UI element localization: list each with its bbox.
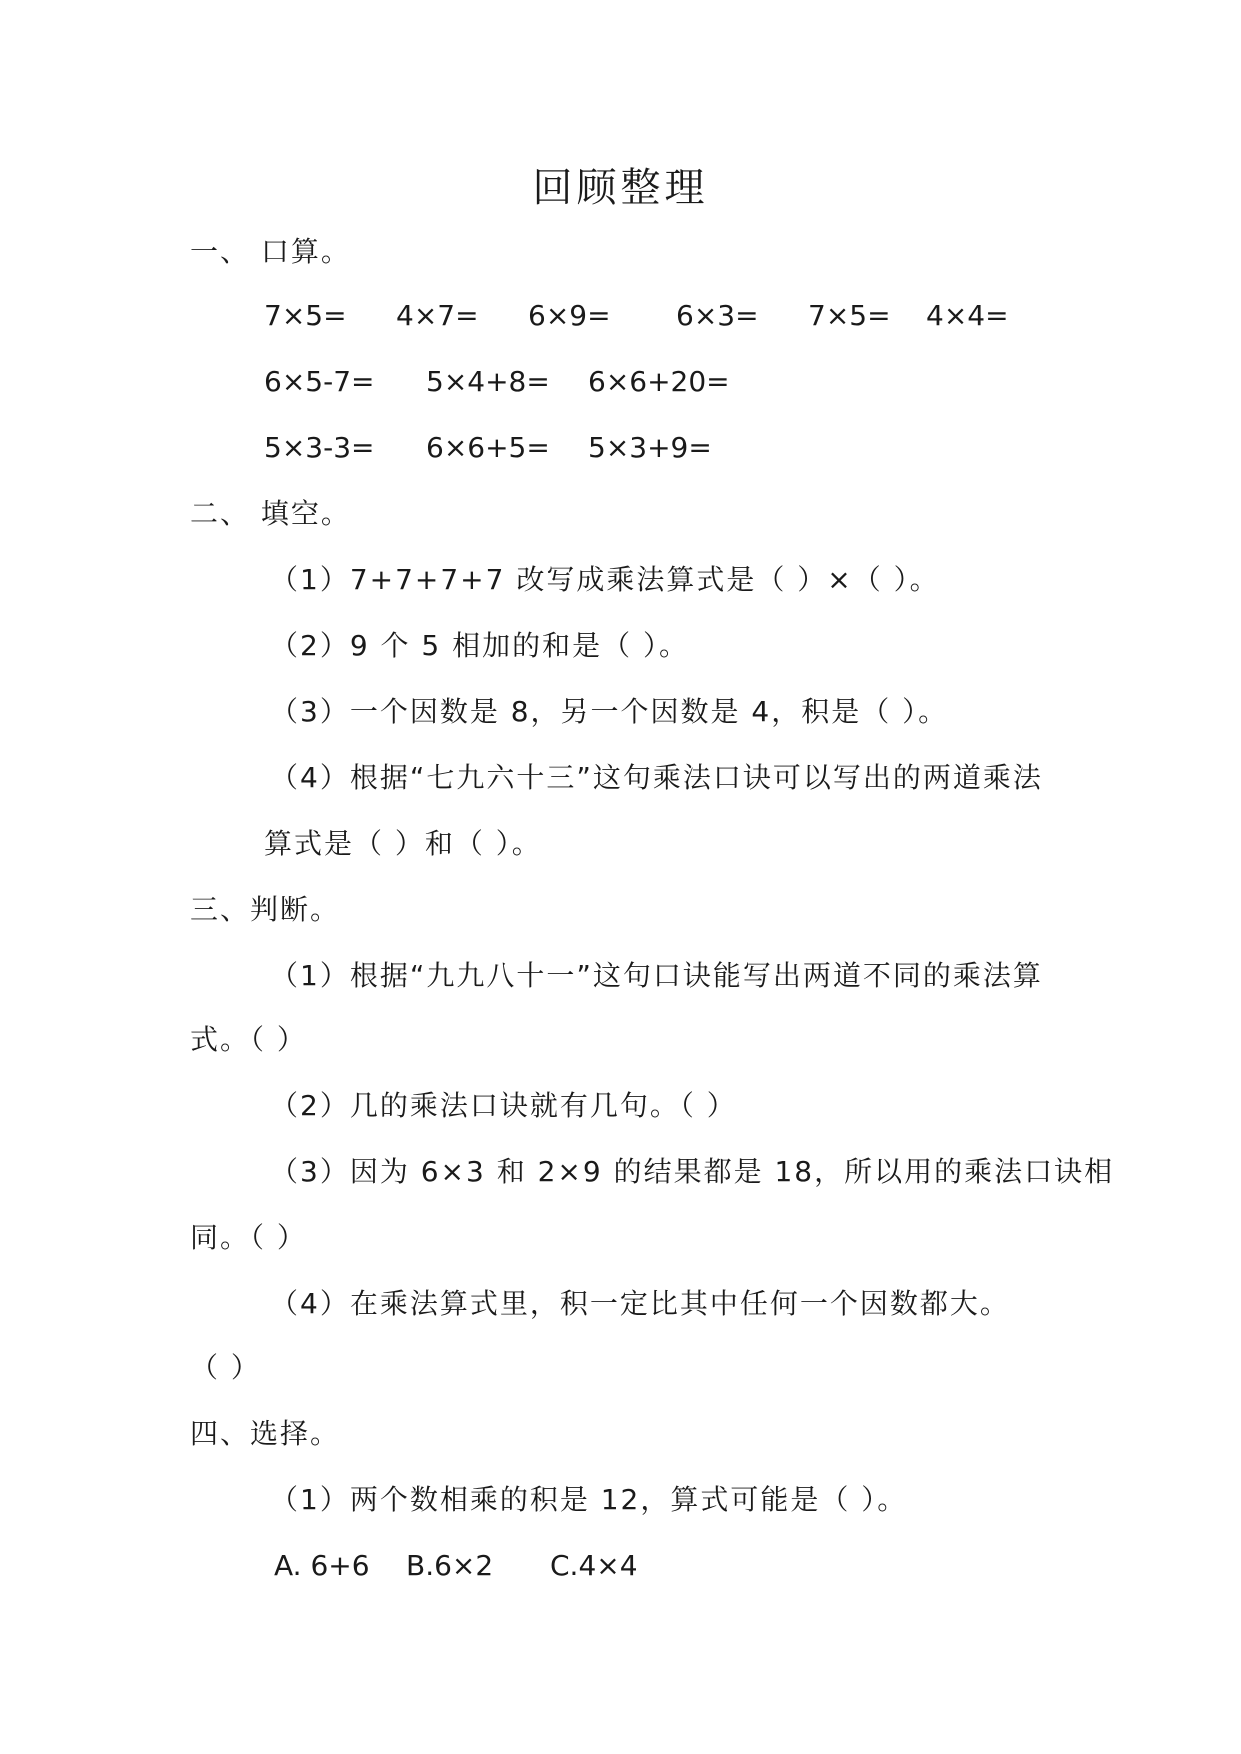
calc-item: 5×3+9= bbox=[588, 431, 712, 464]
fill-blank-item: （2）9 个 5 相加的和是（ ）。 bbox=[270, 629, 690, 662]
judgment-item-continued: （ ） bbox=[190, 1351, 261, 1384]
calc-item: 4×7= bbox=[396, 299, 479, 332]
calc-item: 6×9= bbox=[528, 299, 611, 332]
calc-item: 6×6+5= bbox=[426, 431, 550, 464]
calc-item: 6×5-7= bbox=[264, 365, 375, 398]
choice-question: （1）两个数相乘的积是 12，算式可能是（ ）。 bbox=[270, 1483, 908, 1516]
choice-option-a: A. 6+6 bbox=[274, 1549, 370, 1582]
fill-blank-item-continued: 算式是（ ）和（ ）。 bbox=[264, 827, 542, 860]
calc-item: 6×6+20= bbox=[588, 365, 730, 398]
section-heading-fill-blank: 二、 填空。 bbox=[190, 497, 351, 530]
judgment-item-continued: 式。（ ） bbox=[190, 1023, 307, 1056]
judgment-item-continued: 同。（ ） bbox=[190, 1221, 307, 1254]
judgment-item: （4）在乘法算式里，积一定比其中任何一个因数都大。 bbox=[270, 1287, 1010, 1320]
judgment-item: （2）几的乘法口诀就有几句。（ ） bbox=[270, 1089, 737, 1122]
calc-item: 6×3= bbox=[676, 299, 759, 332]
calc-item: 5×3-3= bbox=[264, 431, 375, 464]
calc-item: 7×5= bbox=[808, 299, 891, 332]
fill-blank-item: （3）一个因数是 8，另一个因数是 4，积是（ ）。 bbox=[270, 695, 949, 728]
section-heading-choice: 四、选择。 bbox=[190, 1417, 341, 1450]
fill-blank-item: （1）7+7+7+7 改写成乘法算式是（ ）×（ ）。 bbox=[270, 563, 940, 596]
calc-item: 5×4+8= bbox=[426, 365, 550, 398]
page-title: 回顾整理 bbox=[532, 165, 709, 211]
choice-option-c: C.4×4 bbox=[550, 1549, 638, 1582]
judgment-item: （3）因为 6×3 和 2×9 的结果都是 18，所以用的乘法口诀相 bbox=[270, 1155, 1115, 1188]
judgment-item: （1）根据“九九八十一”这句口诀能写出两道不同的乘法算 bbox=[270, 959, 1043, 992]
section-heading-judgment: 三、判断。 bbox=[190, 893, 341, 926]
section-heading-oral-calc: 一、 口算。 bbox=[190, 235, 351, 268]
choice-option-b: B.6×2 bbox=[406, 1549, 494, 1582]
calc-item: 7×5= bbox=[264, 299, 347, 332]
fill-blank-item: （4）根据“七九六十三”这句乘法口诀可以写出的两道乘法 bbox=[270, 761, 1043, 794]
calc-item: 4×4= bbox=[926, 299, 1009, 332]
